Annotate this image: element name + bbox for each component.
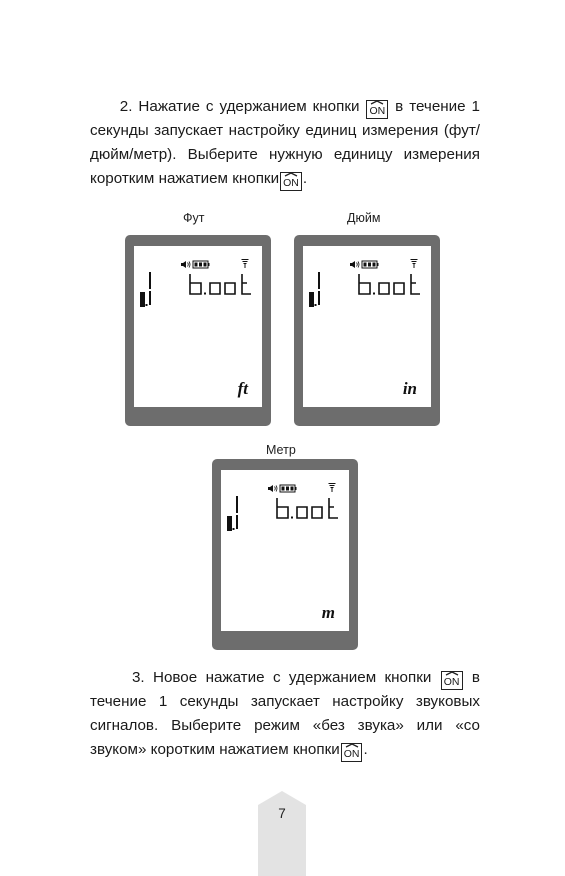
signal-icon	[410, 258, 418, 268]
volume-battery-icon	[268, 484, 298, 493]
page-number: 7	[278, 806, 286, 821]
segment-digit-icon	[309, 272, 329, 308]
paragraph-text: 3. Новое нажатие с удержанием кнопки	[131, 669, 432, 686]
on-key-icon: ON	[280, 172, 302, 191]
device-meter	[212, 459, 358, 650]
segment-digit-icon	[140, 272, 160, 308]
unit-label: m	[321, 603, 335, 622]
caption-inch: Дюйм	[347, 211, 381, 225]
segment-digit-icon	[227, 496, 247, 532]
boot-segment-display	[357, 271, 421, 297]
page-tab	[258, 791, 306, 876]
on-key-icon: ON	[441, 671, 463, 690]
paragraph-sound-setup: 3. Новое нажатие с удержанием кнопки ON в течение 1 секунды запускает настройку звуковых сигналов. Выберите режим «без звука» или «со звуком» коротким нажатием кнопки ON .	[90, 669, 480, 760]
signal-icon	[328, 482, 336, 492]
unit-label: ft	[237, 379, 248, 398]
lcd-screen	[303, 246, 431, 407]
paragraph-text: 2. Нажатие с удержанием кнопки	[119, 98, 360, 115]
caption-foot: Фут	[183, 211, 205, 225]
paragraph-units-setup: 2. Нажатие с удержанием кнопки ON в течение 1 секунды запускает настройку единиц измерения (фут/дюйм/метр). Выберите нужную единицу измерения коротким нажатием кнопки ON .	[90, 98, 480, 189]
boot-segment-display	[188, 271, 252, 297]
paragraph-text: в течение 1 секунды запускает настройку звуковых сигналов. Выберите режим «без звука» или «со звуком» коротким нажатием кнопки	[90, 669, 480, 758]
lcd-screen	[221, 470, 349, 631]
lcd-screen	[134, 246, 262, 407]
device-foot	[125, 235, 271, 426]
caption-meter: Метр	[266, 443, 296, 457]
paragraph-text: в течение 1 секунды запускает настройку единиц измерения (фут/дюйм/метр). Выберите нужную единицу измерения коротким нажатием кнопки	[90, 98, 480, 187]
unit-label: in	[402, 379, 417, 398]
volume-battery-icon	[181, 260, 211, 269]
signal-icon	[241, 258, 249, 268]
volume-battery-icon	[350, 260, 380, 269]
on-key-icon: ON	[341, 743, 363, 762]
on-key-icon: ON	[366, 100, 388, 119]
device-inch	[294, 235, 440, 426]
boot-segment-display	[275, 495, 339, 521]
